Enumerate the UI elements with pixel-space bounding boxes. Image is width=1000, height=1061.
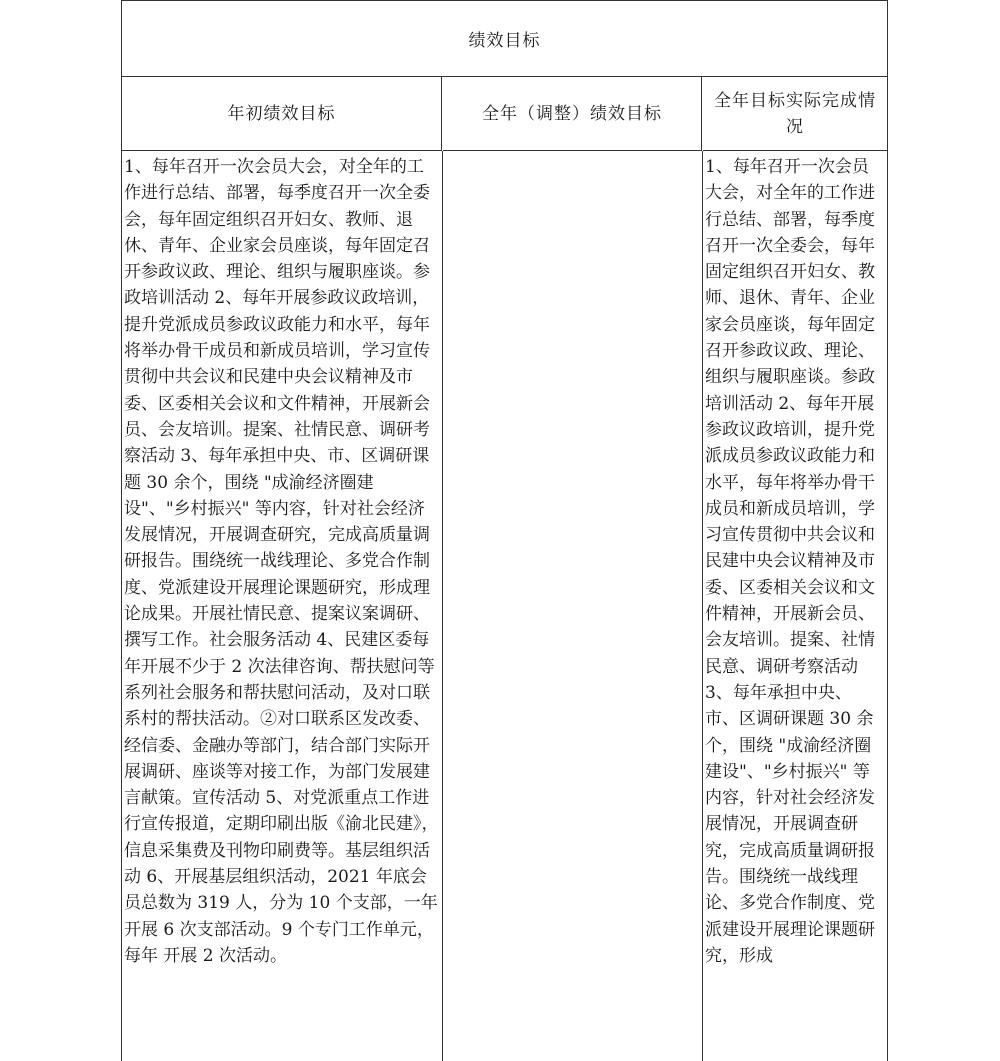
header-initial-target: 年初绩效目标	[122, 77, 442, 151]
header-actual-completion: 全年目标实际完成情况	[703, 77, 887, 151]
table-title: 绩效目标	[122, 1, 887, 77]
column-divider	[442, 151, 443, 1061]
cell-initial-target: 1、每年召开一次会员大会，对全年的工作进行总结、部署，每季度召开一次全委会，每年固定组织召开妇女、教师、退休、青年、企业家会员座谈，每年固定召开参政议政、理论、组织与履职座谈。参政培训活动 2、每年开展参政议政培训，提升党派成员参政议政能力和水平，每年将举办骨干成员和新成员培训，学习宣传贯彻中共会议和民建中央会议精神及市委、区委相关会议和文件精神，开展新会员、会友培训。提案、社情民意、调研考察活动 3、每年承担中央、市、区调研课题 30 余个，围绕 "成渝经济圈建设"、"乡村振兴" 等内容，针对社会经济发展情况，开展调查研究，完成高质量调研报告。围绕统一战线理论、多党合作制度、党派建设开展理论课题研究，形成理论成果。开展社情民意、提案议案调研、撰写工作。社会服务活动 4、民建区委每年开展不少于 2 次法律咨询、帮扶慰问等系列社会服务和帮扶慰问活动，及对口联系村的帮扶活动。②对口联系区发改委、经信委、金融办等部门，结合部门实际开展调研、座谈等对接工作，为部门发展建言献策。宣传活动 5、对党派重点工作进行宣传报道，定期印刷出版《渝北民建》，信息采集费及刊物印刷费等。基层组织活动 6、开展基层组织活动，2021 年底会员总数为 319 人，分为 10 个支部，一年开展 6 次支部活动。9 个专门工作单元，每年 开展 2 次活动。	[124, 157, 439, 966]
performance-table	[121, 0, 888, 1061]
column-divider	[702, 151, 703, 1061]
cell-actual-completion: 1、每年召开一次会员大会，对全年的工作进行总结、部署，每季度召开一次全委会，每年固定组织召开妇女、教师、退休、青年、企业家会员座谈，每年固定召开参政议政、理论、组织与履职座谈。参政培训活动 2、每年开展参政议政培训，提升党派成员参政议政能力和水平，每年将举办骨干成员和新成员培训，学习宣传贯彻中共会议和民建中央会议精神及市委、区委相关会议和文件精神，开展新会员、会友培训。提案、社情民意、调研考察活动 3、每年承担中央、市、区调研课题 30 余个，围绕 "成渝经济圈建设"、"乡村振兴" 等内容，针对社会经济发展情况，开展调查研究，完成高质量调研报告。围绕统一战线理论、多党合作制度、党派建设开展理论课题研究，形成	[705, 157, 875, 966]
header-adjusted-target: 全年（调整）绩效目标	[443, 77, 702, 151]
